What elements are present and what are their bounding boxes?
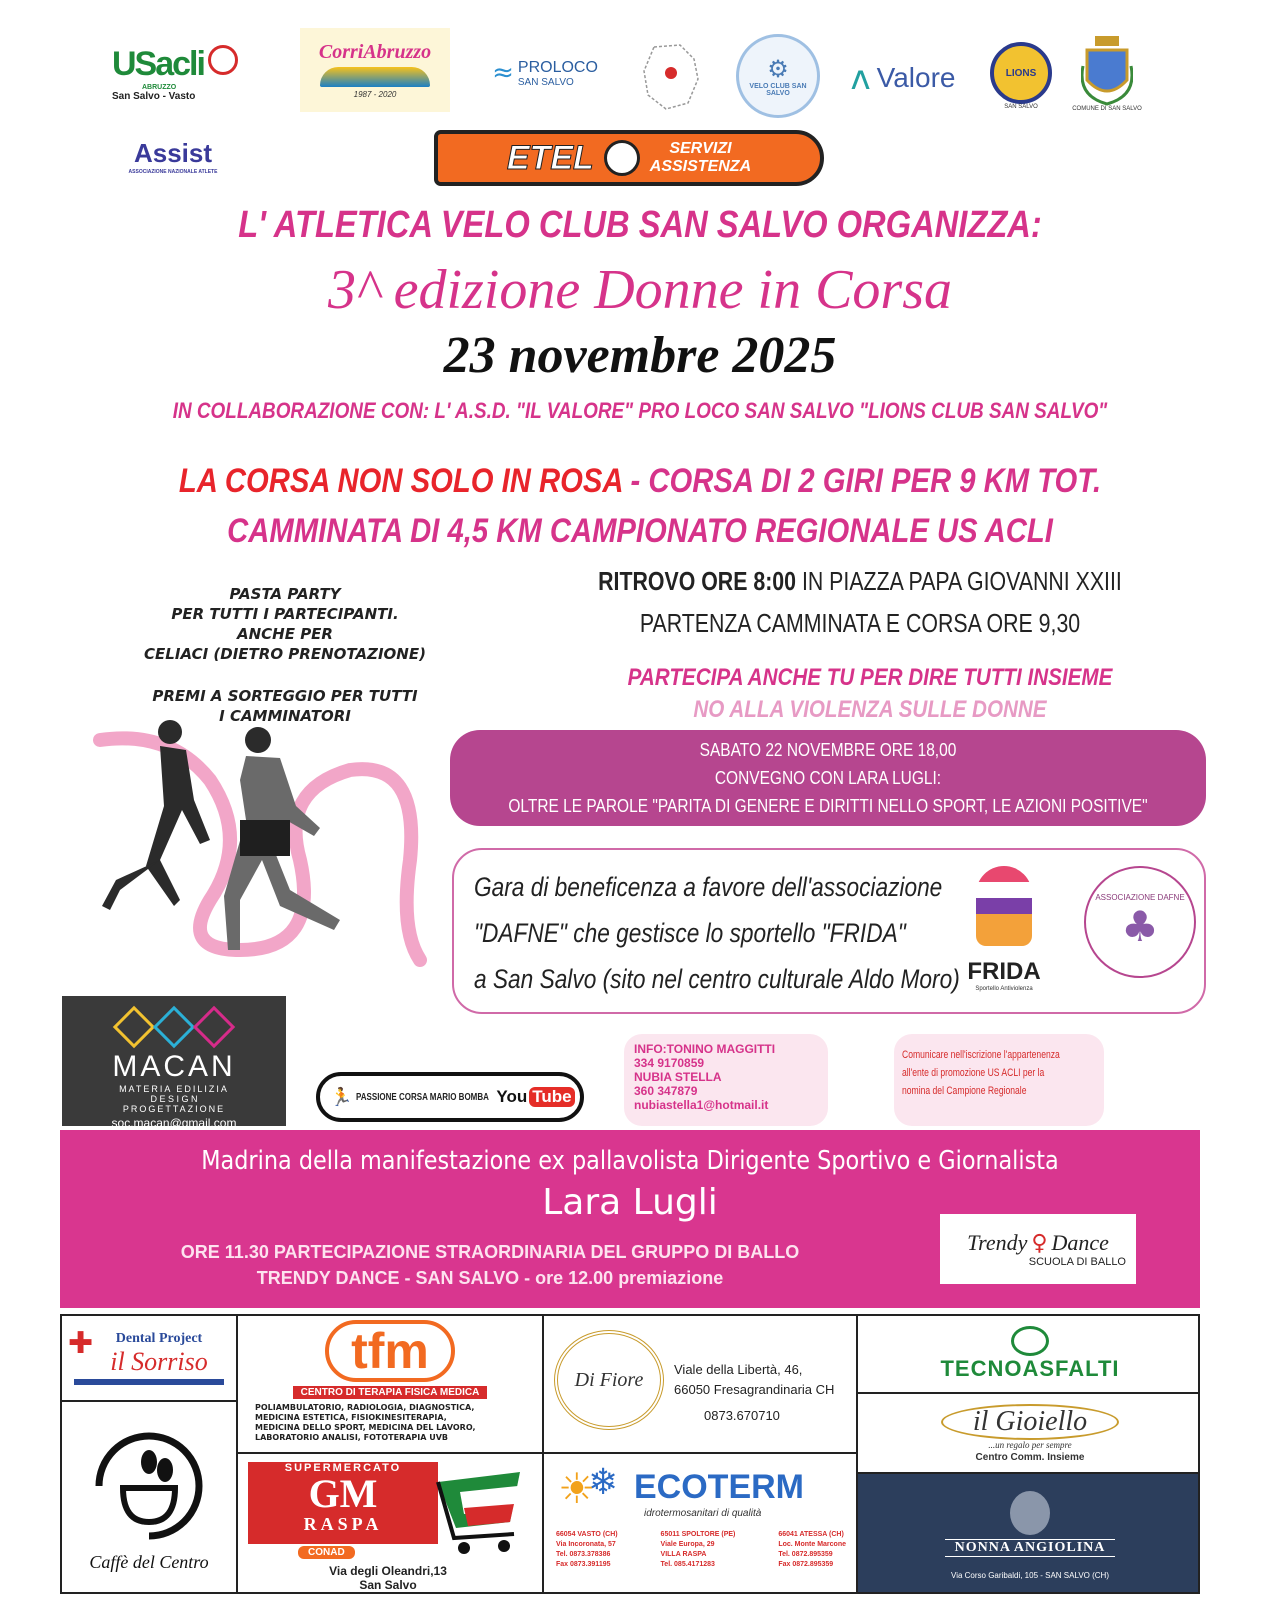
corriabruzzo-years: 1987 - 2020 bbox=[353, 90, 397, 99]
pasta-line3: ANCHE PER bbox=[237, 625, 333, 643]
dance-line1: ORE 11.30 PARTECIPAZIONE STRAORDINARIA DEL GRUPPO DI BALLO bbox=[180, 1242, 800, 1262]
conference-date: SABATO 22 NOVEMBRE ORE 18,00 bbox=[699, 740, 957, 760]
ecoterm-branch-vasto bbox=[556, 1530, 618, 1570]
ecoterm-c1-l3: Tel. 0873.378386 bbox=[556, 1551, 611, 1558]
notice-line1: Comunicare nell'iscrizione l'appartenenza bbox=[902, 1049, 1060, 1061]
usacli-region: ABRUZZO bbox=[142, 83, 177, 91]
meeting-line1 bbox=[598, 566, 1123, 597]
macan-tag3: PROGETTAZIONE bbox=[122, 1104, 226, 1114]
caffe-del-centro-logo bbox=[62, 1402, 236, 1594]
youtube-tube: Tube bbox=[529, 1087, 574, 1107]
tfm-d1: POLIAMBULATORIO, RADIOLOGIA, DIAGNOSTICA, bbox=[255, 1403, 475, 1412]
prizes-line1: PREMI A SORTEGGIO PER TUTTI bbox=[152, 687, 418, 705]
comune-logo bbox=[1062, 26, 1152, 122]
ecoterm-c2-l4: Tel. 085.4171283 bbox=[660, 1561, 715, 1568]
ecoterm-c2-l3: VILLA RASPA bbox=[660, 1551, 707, 1558]
forklift-icon bbox=[604, 140, 640, 176]
assist-text: Assist bbox=[133, 137, 213, 168]
gm-addr2: San Salvo bbox=[359, 1578, 417, 1592]
tecnoasfalti-text: TECNOASFALTI bbox=[940, 1356, 1120, 1381]
dafne-text: ASSOCIAZIONE DAFNE bbox=[1095, 893, 1185, 902]
proloco-line2: SAN SALVO bbox=[517, 76, 574, 88]
tooth-icon: ✚ bbox=[68, 1326, 94, 1361]
meeting-place: IN PIAZZA PAPA GIOVANNI XXIII bbox=[796, 566, 1122, 596]
bicycle-icon: ⚙ bbox=[767, 55, 789, 83]
pasta-line1: PASTA PARTY bbox=[229, 585, 341, 603]
lions-text: LIONS bbox=[1005, 67, 1037, 79]
pasta-line4: CELIACI (DIETRO PRENOTAZIONE) bbox=[144, 645, 426, 663]
collaboration-line: IN COLLABORAZIONE CON: L' A.S.D. "IL VALORE" PRO LOCO SAN SALVO "LIONS CLUB SAN SALVO" bbox=[172, 398, 1108, 423]
youtube-you: You bbox=[496, 1087, 528, 1106]
slogan-line1: PARTECIPA ANCHE TU PER DIRE TUTTI INSIEME bbox=[627, 664, 1113, 691]
shopping-cart-icon bbox=[434, 1468, 534, 1564]
frida-portrait-icon bbox=[976, 866, 1032, 946]
slogan-line2: NO ALLA VIOLENZA SULLE DONNE bbox=[693, 696, 1047, 723]
gioiello-tag: ...un regalo per sempre bbox=[988, 1439, 1072, 1450]
charity-line2: "DAFNE" che gestisce lo sportello "FRIDA" bbox=[474, 918, 906, 948]
proloco-logo bbox=[470, 48, 620, 98]
charity-line1: Gara di beneficenza a favore dell'associazione bbox=[474, 872, 943, 902]
ecoterm-c3-l4: Fax 0872.895359 bbox=[778, 1561, 834, 1568]
ecoterm-branch-atessa bbox=[778, 1530, 846, 1570]
race-title-pink: - CORSA DI 2 GIRI PER 9 KM TOT. bbox=[622, 462, 1102, 500]
event-date: 23 novembre 2025 bbox=[443, 327, 837, 384]
race-title-red: LA CORSA NON SOLO IN ROSA bbox=[178, 462, 623, 500]
frida-logo bbox=[954, 860, 1054, 1010]
wave-icon: ≈ bbox=[492, 58, 514, 88]
frida-sub: Sportello Antiviolenza bbox=[975, 986, 1033, 992]
assist-sub: ASSOCIAZIONE NAZIONALE ATLETE bbox=[128, 168, 218, 175]
ecoterm-c1-l2: Via Incoronata, 57 bbox=[556, 1541, 616, 1548]
frida-text: FRIDA bbox=[967, 958, 1041, 985]
tfm-logo bbox=[238, 1316, 542, 1452]
ecoterm-c1-l4: Fax 0873.391195 bbox=[556, 1561, 611, 1568]
madrina-line1: Madrina della manifestazione ex pallavolista Dirigente Sportivo e Giornalista bbox=[201, 1146, 1059, 1176]
coffee-cup-icon bbox=[89, 1426, 209, 1546]
nonna-angiolina-logo bbox=[858, 1474, 1200, 1594]
tfm-d4: LABORATORIO ANALISI, FOTOTERAPIA UVB bbox=[255, 1433, 449, 1442]
coat-of-arms-icon bbox=[1081, 36, 1133, 106]
valore-logo bbox=[828, 48, 978, 108]
etel-line2: ASSISTENZA bbox=[649, 158, 752, 175]
lions-sub: SAN SALVO bbox=[1004, 104, 1038, 110]
lions-emblem-icon bbox=[990, 42, 1052, 104]
nonna-addr: Via Corso Garibaldi, 105 - SAN SALVO (CH) bbox=[951, 1570, 1109, 1580]
assist-logo bbox=[118, 128, 228, 184]
contact-email[interactable]: nubiastella1@hotmail.it bbox=[634, 1098, 769, 1112]
conference-speaker: CONVEGNO CON LARA LUGLI: bbox=[714, 768, 942, 788]
gm-top: SUPERMERCATO bbox=[284, 1462, 402, 1474]
prizes-line2: I CAMMINATORI bbox=[219, 707, 351, 725]
proloco-line1: PROLOCO bbox=[517, 58, 598, 76]
contacts-box bbox=[624, 1034, 828, 1126]
meeting-time: RITROVO ORE 8:00 bbox=[598, 566, 797, 596]
ecoterm-text: ECOTERM bbox=[634, 1468, 804, 1506]
sunrise-icon bbox=[320, 67, 430, 87]
macan-logo bbox=[62, 996, 286, 1130]
dance-line2: TRENDY DANCE - SAN SALVO - ore 12.00 premiazione bbox=[256, 1268, 724, 1288]
tfm-text: tfm bbox=[325, 1320, 455, 1382]
snowflake-icon: ❄ bbox=[588, 1462, 619, 1503]
youtube-channel-badge[interactable] bbox=[316, 1072, 584, 1122]
etel-text: ETEL bbox=[506, 138, 594, 177]
ecoterm-c2-l1: 65011 SPOLTORE (PE) bbox=[660, 1531, 736, 1538]
gm-addr1: Via degli Oleandri,13 bbox=[329, 1564, 447, 1578]
valore-text: Valore bbox=[876, 62, 956, 93]
corriabruzzo-logo bbox=[300, 28, 450, 112]
di-fiore-addr1: Viale della Libertà, 46, bbox=[674, 1362, 803, 1377]
etel-logo bbox=[434, 130, 824, 186]
race-title bbox=[141, 462, 1139, 501]
velo-club-text: VELO CLUB SAN SALVO bbox=[749, 83, 807, 97]
charity-box bbox=[452, 848, 1206, 1014]
dancer-icon: ♀ bbox=[1031, 1230, 1048, 1256]
pasta-party-info bbox=[90, 584, 480, 664]
trendy-a: Trendy bbox=[967, 1230, 1028, 1255]
trendy-sub: SCUOLA DI BALLO bbox=[1028, 1256, 1126, 1268]
ecoterm-c3-l2: Loc. Monte Marcone bbox=[778, 1541, 846, 1548]
nonna-text: NONNA ANGIOLINA bbox=[945, 1539, 1116, 1557]
contact-line2[interactable]: 334 9170859 bbox=[634, 1056, 705, 1070]
edition-title: 3^ edizione Donne in Corsa bbox=[327, 259, 953, 321]
gm-raspa-logo bbox=[238, 1454, 542, 1594]
usacli-logo bbox=[112, 34, 272, 112]
road-icon bbox=[1011, 1326, 1049, 1356]
ecoterm-branch-spoltore bbox=[661, 1530, 736, 1570]
start-time: PARTENZA CAMMINATA E CORSA ORE 9,30 bbox=[639, 608, 1081, 638]
macan-tag2: D E S I G N bbox=[150, 1094, 198, 1104]
tree-icon: ♣ bbox=[1121, 902, 1159, 951]
ecoterm-c1-l1: 66054 VASTO (CH) bbox=[556, 1531, 618, 1538]
sun-icon: ☀ bbox=[558, 1464, 596, 1513]
usacli-logo-text: USacli bbox=[112, 44, 204, 83]
comune-text: COMUNE DI SAN SALVO bbox=[1072, 106, 1142, 112]
dental-line2: il Sorriso bbox=[110, 1347, 208, 1376]
anniversary-mark-icon bbox=[208, 45, 238, 75]
tfm-d3: MEDICINA DELLO SPORT, MEDICINA DEL LAVORO, bbox=[255, 1423, 476, 1432]
contact-line1: INFO:TONINO MAGGITTI bbox=[634, 1042, 776, 1056]
di-fiore-logo bbox=[544, 1316, 856, 1452]
ecoterm-c3-l1: 66041 ATESSA (CH) bbox=[778, 1531, 844, 1538]
gm-conad: CONAD bbox=[298, 1546, 355, 1559]
velo-club-logo bbox=[736, 34, 820, 118]
trendy-b: Dance bbox=[1051, 1230, 1109, 1255]
charity-text bbox=[474, 864, 960, 1002]
gioiello-text: il Gioiello bbox=[941, 1404, 1119, 1440]
macan-tag1: MATERIA EDILIZIA bbox=[119, 1084, 229, 1094]
ecoterm-c3-l3: Tel. 0872.895359 bbox=[778, 1551, 833, 1558]
macan-email: soc.macan@gmail.com bbox=[111, 1116, 237, 1130]
tfm-d2: MEDICINA ESTETICA, FISIOKINESITERAPIA, bbox=[255, 1413, 447, 1422]
organizer-heading: L' ATLETICA VELO CLUB SAN SALVO ORGANIZZA: bbox=[238, 204, 1042, 246]
dental-line1: Dental Project bbox=[115, 1331, 203, 1346]
diamonds-icon bbox=[115, 1008, 233, 1046]
ecoterm-c2-l2: Viale Europa, 29 bbox=[660, 1541, 715, 1548]
pasta-line2: PER TUTTI I PARTECIPANTI. bbox=[171, 605, 399, 623]
di-fiore-phone: 0873.670710 bbox=[704, 1408, 780, 1423]
youtube-channel-name: PASSIONE CORSA MARIO BOMBA bbox=[356, 1091, 490, 1103]
gioiello-logo bbox=[858, 1394, 1200, 1472]
walk-title: CAMMINATA DI 4,5 KM CAMPIONATO REGIONALE US ACLI bbox=[227, 512, 1053, 550]
trendy-dance-logo bbox=[940, 1214, 1136, 1284]
portrait-icon bbox=[1010, 1491, 1050, 1535]
di-fiore-brand: Di Fiore bbox=[574, 1368, 644, 1391]
notice-line2: all'ente di promozione US ACLI per la bbox=[902, 1067, 1045, 1079]
contact-line4[interactable]: 360 347879 bbox=[634, 1084, 698, 1098]
dental-project-logo bbox=[62, 1316, 236, 1400]
ecoterm-tag: idrotermosanitari di qualità bbox=[644, 1508, 762, 1519]
runners-illustration bbox=[90, 710, 440, 980]
gm-raspa: RASPA bbox=[303, 1514, 383, 1534]
sponsors-grid bbox=[60, 1314, 1200, 1594]
di-fiore-addr2: 66050 Fresagrandinaria CH bbox=[674, 1382, 835, 1397]
ecoterm-logo bbox=[544, 1454, 856, 1594]
tfm-sub: CENTRO DI TERAPIA FISICA MEDICA bbox=[293, 1386, 488, 1399]
dafne-logo bbox=[1084, 866, 1196, 978]
notice-line3: nomina del Campione Regionale bbox=[902, 1085, 1027, 1097]
conference-title: OLTRE LE PAROLE "PARITA DI GENERE E DIRITTI NELLO SPORT, LE AZIONI POSITIVE" bbox=[508, 796, 1148, 816]
caffe-text: Caffè del Centro bbox=[89, 1551, 209, 1572]
madrina-name: Lara Lugli bbox=[542, 1182, 718, 1223]
gm-main: GM bbox=[308, 1471, 378, 1516]
gioiello-sub: Centro Comm. Insieme bbox=[975, 1451, 1085, 1463]
map-logo-icon bbox=[634, 40, 708, 114]
conference-banner bbox=[450, 730, 1206, 826]
tecnoasfalti-logo bbox=[858, 1316, 1200, 1392]
notice-box bbox=[894, 1034, 1104, 1126]
runner-icon: 🏃 bbox=[330, 1086, 353, 1108]
laurel-icon bbox=[554, 1330, 664, 1430]
madrina-banner bbox=[60, 1130, 1200, 1308]
usacli-sub: San Salvo - Vasto bbox=[112, 90, 196, 102]
corriabruzzo-text: CorriAbruzzo bbox=[318, 41, 432, 63]
leaf-icon: ᴧ bbox=[850, 58, 871, 98]
etel-line1: SERVIZI bbox=[669, 140, 732, 157]
macan-name: MACAN bbox=[112, 1050, 236, 1083]
charity-line3: a San Salvo (sito nel centro culturale Aldo Moro) bbox=[474, 964, 960, 994]
contact-line3: NUBIA STELLA bbox=[634, 1070, 722, 1084]
lions-logo bbox=[986, 36, 1056, 116]
